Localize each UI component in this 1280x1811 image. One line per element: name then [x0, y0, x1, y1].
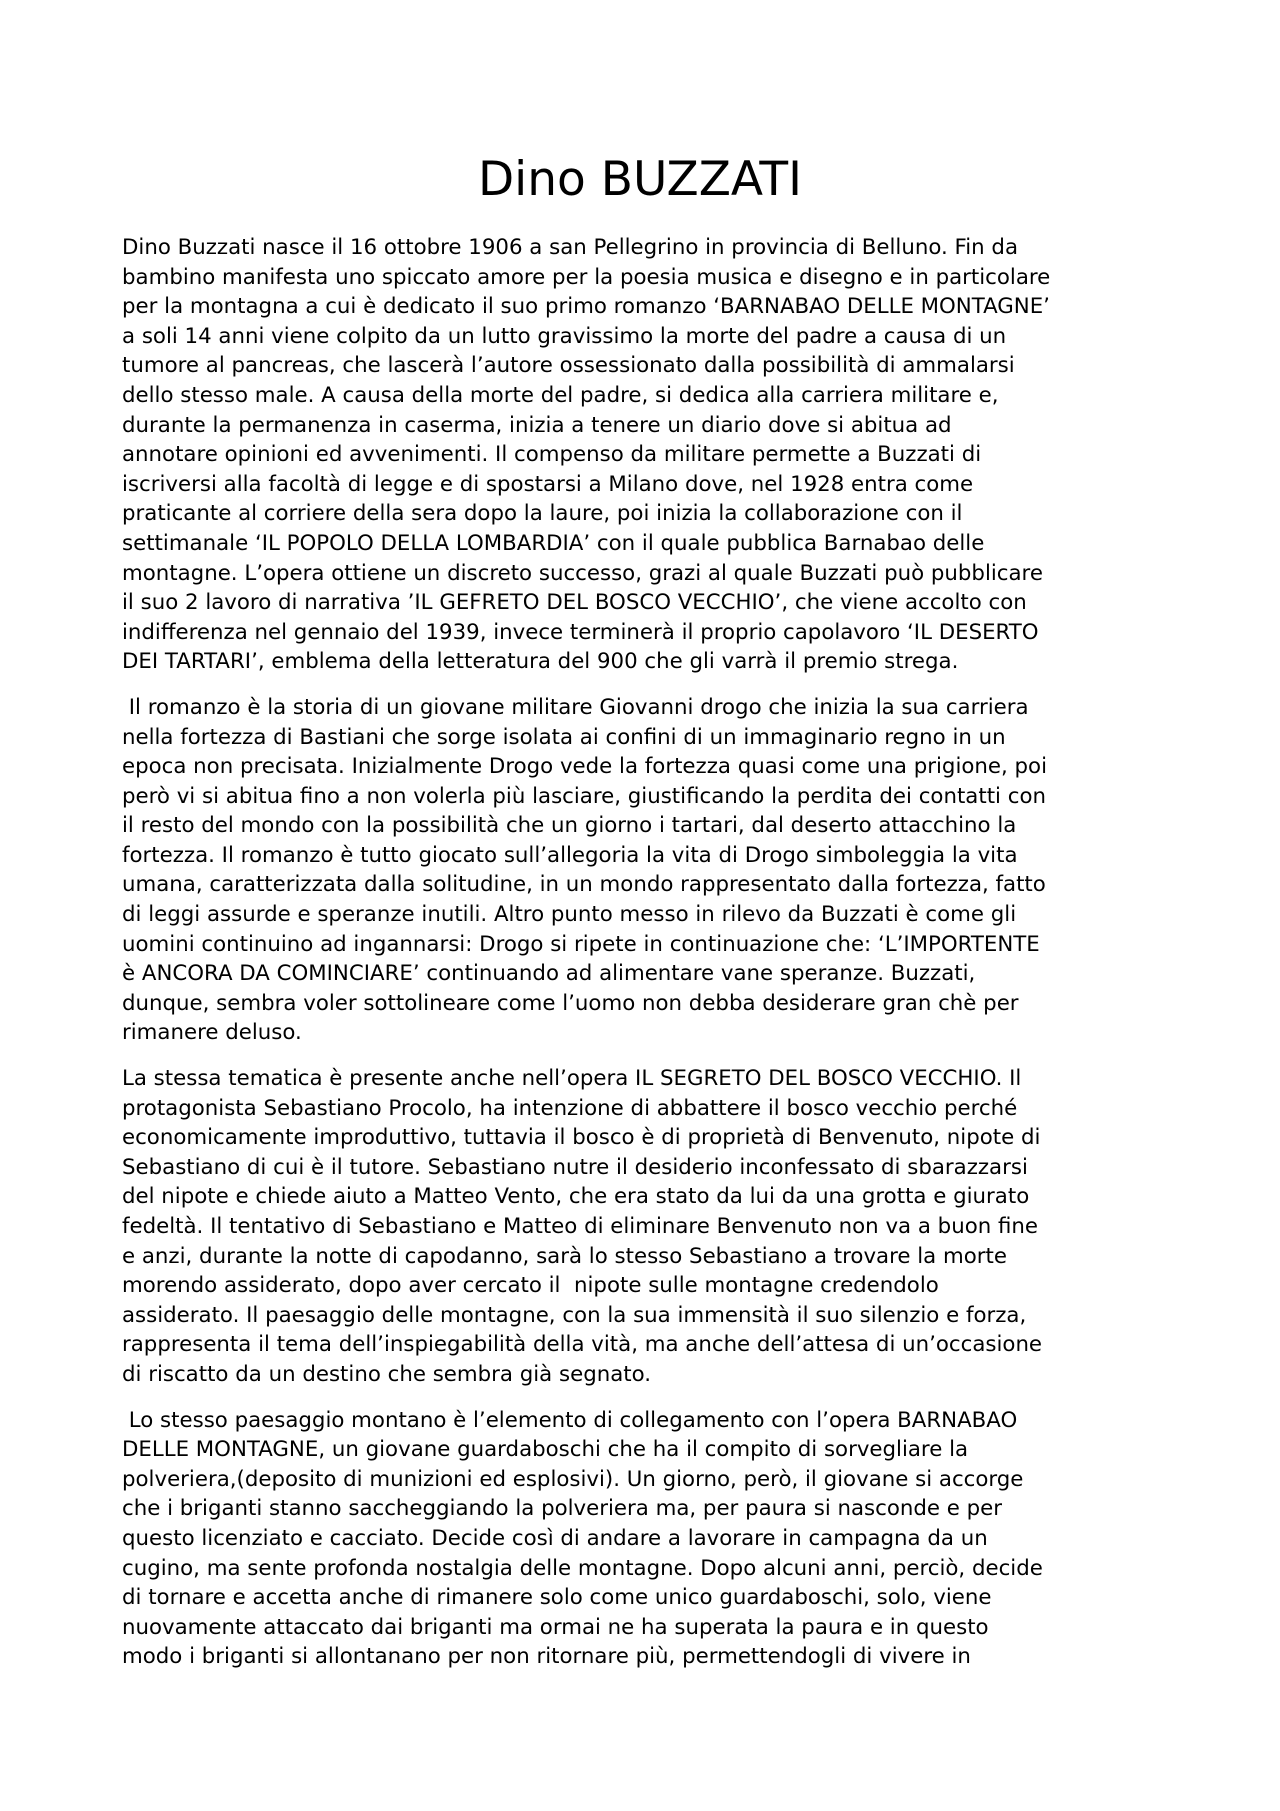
text-line: che i briganti stanno saccheggiando la polveriera ma, per paura si nasconde e per — [122, 1496, 1003, 1522]
text-line: settimanale ‘IL POPOLO DELLA LOMBARDIA’ con il quale pubblica Barnabao delle — [122, 530, 985, 556]
paragraph — [122, 693, 1162, 1048]
text-line: fedeltà. Il tentativo di Sebastiano e Matteo di eliminare Benvenuto non va a buon fine — [122, 1214, 1039, 1239]
text-line: DEI TARTARI’, emblema della letteratura del 900 che gli varrà il premio strega. — [122, 649, 959, 675]
document-body — [122, 233, 1162, 1688]
page-title: Dino BUZZATI — [477, 152, 803, 207]
text-line: uomini continuino ad ingannarsi: Drogo si ripete in continuazione che: ‘L’IMPORTENTE — [122, 931, 1040, 957]
text-line: di leggi assurde e speranze inutili. Altro punto messo in rilevo da Buzzati è come gli — [122, 902, 1017, 928]
text-line: polveriera,(deposito di munizioni ed esplosivi). Un giorno, però, il giovane si accorge — [122, 1466, 1024, 1492]
text-line: economicamente improduttivo, tuttavia il bosco è di proprietà di Benvenuto, nipote di — [122, 1125, 1041, 1151]
text-line: modo i briganti si allontanano per non ritornare più, permettendogli di vivere in — [122, 1644, 971, 1670]
text-line: dunque, sembra voler sottolineare come l’uomo non debba desiderare gran chè per — [122, 990, 1019, 1016]
text-line: praticante al corriere della sera dopo la laure, poi inizia la collaborazione con il — [122, 501, 963, 527]
text-line: umana, caratterizzata dalla solitudine, in un mondo rappresentato dalla fortezza, fatto — [122, 872, 1046, 898]
text-line: annotare opinioni ed avvenimenti. Il compenso da militare permette a Buzzati di — [122, 442, 982, 468]
text-line: il suo 2 lavoro di narrativa ’IL GEFRETO DEL BOSCO VECCHIO’, che viene accolto con — [122, 590, 1027, 616]
text-line: è ANCORA DA COMINCIARE’ continuando ad alimentare vane speranze. Buzzati, — [122, 961, 976, 987]
paragraph — [122, 233, 1162, 677]
text-line: bambino manifesta uno spiccato amore per la poesia musica e disegno e in particolare — [122, 264, 1051, 290]
text-line: durante la permanenza in caserma, inizia a tenere un diario dove si abitua ad — [122, 412, 952, 438]
text-line: tumore al pancreas, che lascerà l’autore ossessionato dalla possibilità di ammalarsi — [122, 353, 1015, 379]
text-line: a soli 14 anni viene colpito da un lutto gravissimo la morte del padre a causa di un — [122, 323, 1007, 349]
text-line: nuovamente attaccato dai briganti ma ormai ne ha superata la paura e in questo — [122, 1614, 989, 1640]
text-line: Lo stesso paesaggio montano è l’elemento di collegamento con l’opera BARNABAO — [122, 1407, 1018, 1433]
text-line: cugino, ma sente profonda nostalgia delle montagne. Dopo alcuni anni, perciò, decide — [122, 1555, 1043, 1581]
text-line: questo licenziato e cacciato. Decide così di andare a lavorare in campagna da un — [122, 1525, 988, 1551]
text-line: nella fortezza di Bastiani che sorge isolata ai confini di un immaginario regno in un — [122, 724, 1006, 750]
text-line: indifferenza nel gennaio del 1939, invece terminerà il proprio capolavoro ‘IL DESERTO — [122, 619, 1039, 645]
text-line: montagne. L’opera ottiene un discreto successo, grazi al quale Buzzati può pubblicare — [122, 560, 1043, 586]
text-line: La stessa tematica è presente anche nell’opera IL SEGRETO DEL BOSCO VECCHIO. Il — [122, 1066, 1022, 1092]
text-line: DELLE MONTAGNE, un giovane guardaboschi che ha il compito di sorvegliare la — [122, 1437, 969, 1463]
paragraph — [122, 1064, 1162, 1390]
text-line: protagonista Sebastiano Procolo, ha intenzione di abbattere il bosco vecchio perché — [122, 1095, 1018, 1121]
text-line: Il romanzo è la storia di un giovane militare Giovanni drogo che inizia la sua carriera — [122, 694, 1029, 720]
text-line: rappresenta il tema dell’inspiegabilità della vità, ma anche dell’attesa di un’occasione — [122, 1332, 1043, 1358]
text-line: del nipote e chiede aiuto a Matteo Vento, che era stato da lui da una grotta e giurato — [122, 1184, 1030, 1210]
text-line: però vi si abitua fino a non volerla più lasciare, giustificando la perdita dei contatti con — [122, 783, 1046, 809]
text-line: morendo assiderato, dopo aver cercato il nipote sulle montagne credendolo — [122, 1273, 939, 1299]
text-line: iscriversi alla facoltà di legge e di spostarsi a Milano dove, nel 1928 entra come — [122, 471, 974, 497]
text-line: di tornare e accetta anche di rimanere solo come unico guardaboschi, solo, viene — [122, 1585, 992, 1611]
text-line: il resto del mondo con la possibilità che un giorno i tartari, dal deserto attacchino la — [122, 813, 1017, 839]
text-line: Sebastiano di cui è il tutore. Sebastiano nutre il desiderio inconfessato di sbarazzarsi — [122, 1154, 1028, 1180]
text-line: epoca non precisata. Inizialmente Drogo vede la fortezza quasi come una prigione, poi — [122, 754, 1047, 780]
text-line: e anzi, durante la notte di capodanno, sarà lo stesso Sebastiano a trovare la morte — [122, 1243, 1007, 1269]
paragraph — [122, 1406, 1162, 1672]
text-line: Dino Buzzati nasce il 16 ottobre 1906 a san Pellegrino in provincia di Belluno. Fin da — [122, 235, 1018, 260]
text-line: assiderato. Il paesaggio delle montagne, con la sua immensità il suo silenzio e forza, — [122, 1302, 1027, 1328]
text-line: fortezza. Il romanzo è tutto giocato sull’allegoria la vita di Drogo simboleggia la vita — [122, 842, 1018, 868]
text-line: di riscatto da un destino che sembra già segnato. — [122, 1361, 652, 1387]
text-line: dello stesso male. A causa della morte del padre, si dedica alla carriera militare e, — [122, 382, 999, 408]
text-line: per la montagna a cui è dedicato il suo primo romanzo ‘BARNABAO DELLE MONTAGNE’ — [122, 294, 1050, 320]
text-line: rimanere deluso. — [122, 1020, 302, 1046]
